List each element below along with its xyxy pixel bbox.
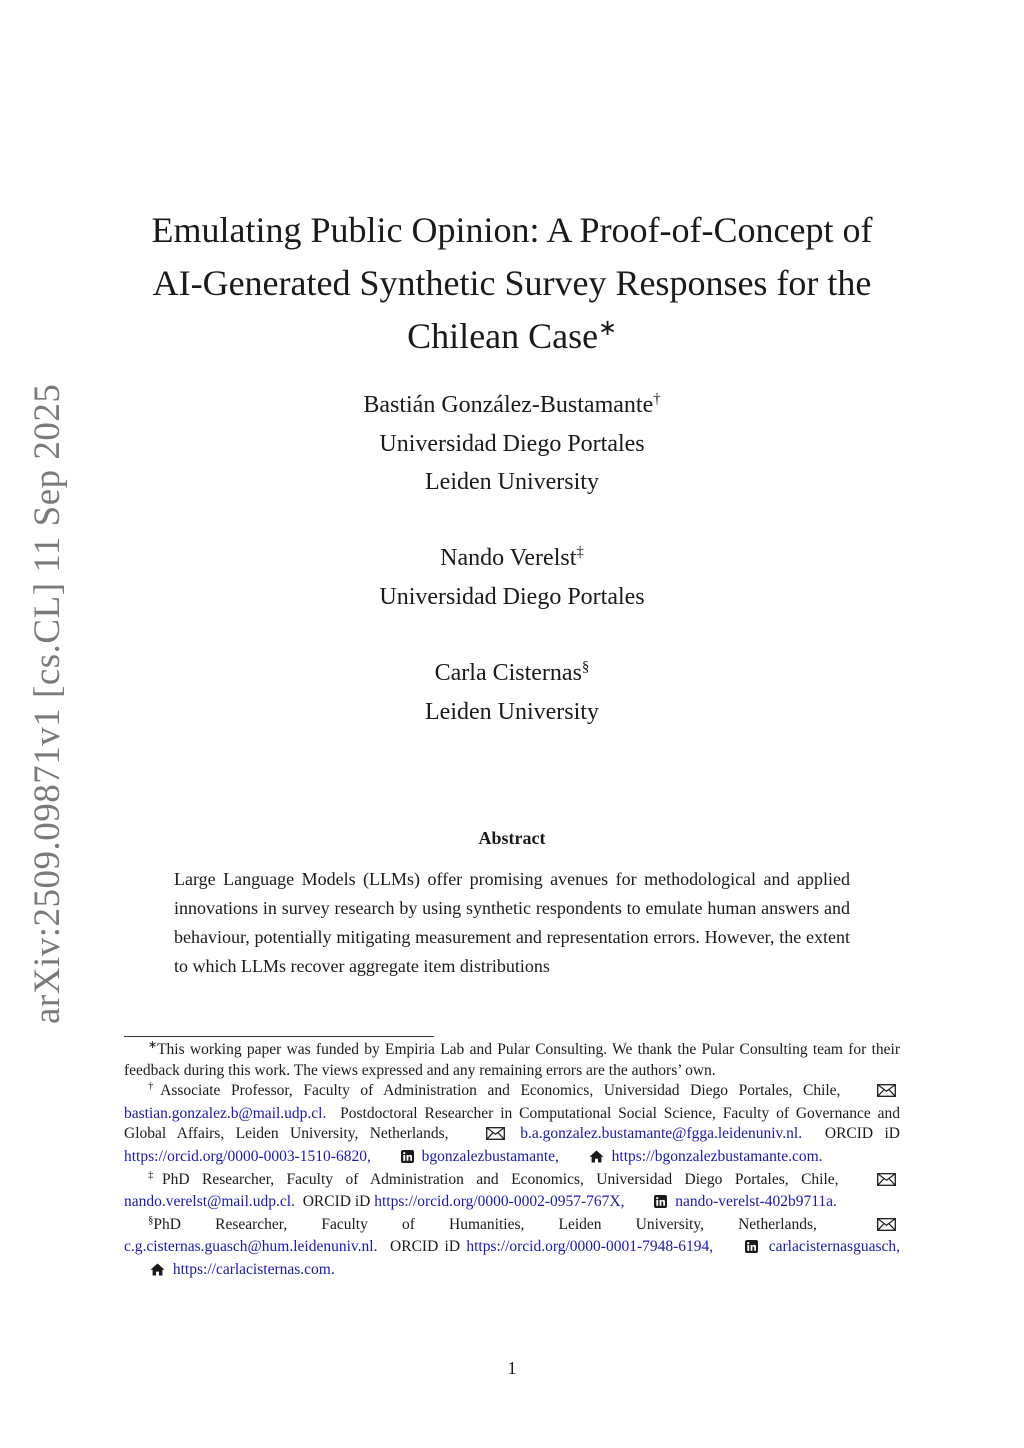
author-name-text: Bastián González-Bustamante (363, 392, 654, 418)
footnote-author-3 (124, 1215, 900, 1283)
footnote-text: Associate Professor, Faculty of Administration and Economics, Universidad Diego Portales, Chile, (160, 1082, 841, 1100)
website-link[interactable]: https://carlacisternas.com. (172, 1260, 335, 1278)
orcid-label: ORCID iD (302, 1193, 371, 1211)
footnote-author-2 (124, 1170, 900, 1215)
orcid-link[interactable]: https://orcid.org/0000-0003-1510-6820, (124, 1147, 371, 1165)
author-affiliation: Universidad Diego Portales (379, 583, 645, 610)
email-link[interactable]: b.a.gonzalez.bustamante@fgga.leidenuniv.nl. (520, 1125, 803, 1143)
author-affiliation: Leiden University (425, 469, 599, 495)
abstract-heading: Abstract (478, 828, 546, 848)
author-name-text: Carla Cisternas (434, 660, 582, 686)
linkedin-icon (721, 1239, 758, 1260)
author-footnote-marker[interactable]: ‡ (576, 544, 584, 560)
author-footnote-marker[interactable]: § (581, 659, 590, 675)
author-name (124, 654, 900, 693)
footnote-text: PhD Researcher, Faculty of Administration and Economics, Universidad Diego Portales, Chile, (162, 1170, 839, 1188)
footnote-text: Postdoctoral Researcher in Computational Social Science, Faculty of Governance and Global Affairs, Leiden University, Netherlands, (124, 1104, 900, 1143)
author-block-2 (124, 539, 900, 616)
footnote-marker: § (148, 1213, 154, 1226)
orcid-link[interactable]: https://orcid.org/0000-0002-0957-767X, (374, 1193, 625, 1211)
linkedin-icon (630, 1194, 667, 1215)
linkedin-link[interactable]: bgonzalezbustamante, (421, 1147, 559, 1165)
author-block-1 (124, 386, 900, 502)
envelope-icon (853, 1217, 896, 1238)
footnote-author-1 (124, 1081, 900, 1169)
title-line-2: AI-Generated Synthetic Survey Responses for the (152, 263, 872, 303)
title-line-1: Emulating Public Opinion: A Proof-of-Concept of (151, 210, 873, 250)
email-link[interactable]: nando.verelst@mail.udp.cl. (124, 1193, 295, 1211)
footnote-funding (124, 1040, 900, 1081)
author-block-3 (124, 654, 900, 731)
footnotes (124, 1040, 900, 1283)
author-name (124, 386, 900, 425)
email-link[interactable]: c.g.cisternas.guasch@hum.leidenuniv.nl. (124, 1238, 378, 1256)
page-number: 1 (507, 1358, 517, 1378)
author-affiliation: Leiden University (425, 698, 599, 725)
email-link[interactable]: bastian.gonzalez.b@mail.udp.cl. (124, 1104, 327, 1122)
title-line-3 (124, 310, 900, 363)
footnote-divider (124, 1036, 434, 1037)
linkedin-icon (377, 1149, 414, 1170)
envelope-icon (853, 1172, 896, 1193)
linkedin-link[interactable]: carlacisternasguasch, (768, 1238, 900, 1256)
orcid-label: ORCID iD (390, 1238, 461, 1256)
envelope-icon (462, 1126, 505, 1147)
home-icon (126, 1262, 165, 1283)
website-link[interactable]: https://bgonzalezbustamante.com. (611, 1147, 823, 1165)
author-footnote-marker[interactable]: † (653, 391, 661, 407)
author-name-text: Nando Verelst (440, 545, 577, 571)
footnote-marker: ‡ (148, 1168, 162, 1181)
linkedin-link[interactable]: nando-verelst-402b9711a. (675, 1193, 837, 1211)
footnote-marker: † (148, 1080, 161, 1093)
arxiv-identifier-stamp[interactable]: arXiv:2509.09871v1 [cs.CL] 11 Sep 2025 (27, 383, 68, 1024)
orcid-label: ORCID iD (824, 1125, 901, 1143)
author-affiliation: Universidad Diego Portales (379, 430, 645, 457)
footnote-text: This working paper was funded by Empiria Lab and Pular Consulting. We thank the Pular Consulting team for their feedback during this work. The views expressed and any remaining errors are the authors’ own. (124, 1041, 900, 1079)
title-line-3-text: Chilean Case (407, 316, 599, 356)
footnote-marker: ∗ (148, 1038, 158, 1051)
title-footnote-marker[interactable]: ∗ (598, 315, 617, 340)
abstract-body: Large Language Models (LLMs) offer promising avenues for methodological and applied innovations in survey research by using synthetic respondents to emulate human answers and behaviour, potentially mitigating measurement and representation errors. However, the extent to which LLMs recover aggregate item distributions (174, 869, 850, 976)
author-name (124, 539, 900, 578)
home-icon (565, 1149, 604, 1170)
orcid-link[interactable]: https://orcid.org/0000-0001-7948-6194, (466, 1238, 714, 1256)
paper-title (124, 204, 900, 363)
envelope-icon (853, 1083, 896, 1104)
footnote-text: PhD Researcher, Faculty of Humanities, Leiden University, Netherlands, (153, 1215, 817, 1233)
